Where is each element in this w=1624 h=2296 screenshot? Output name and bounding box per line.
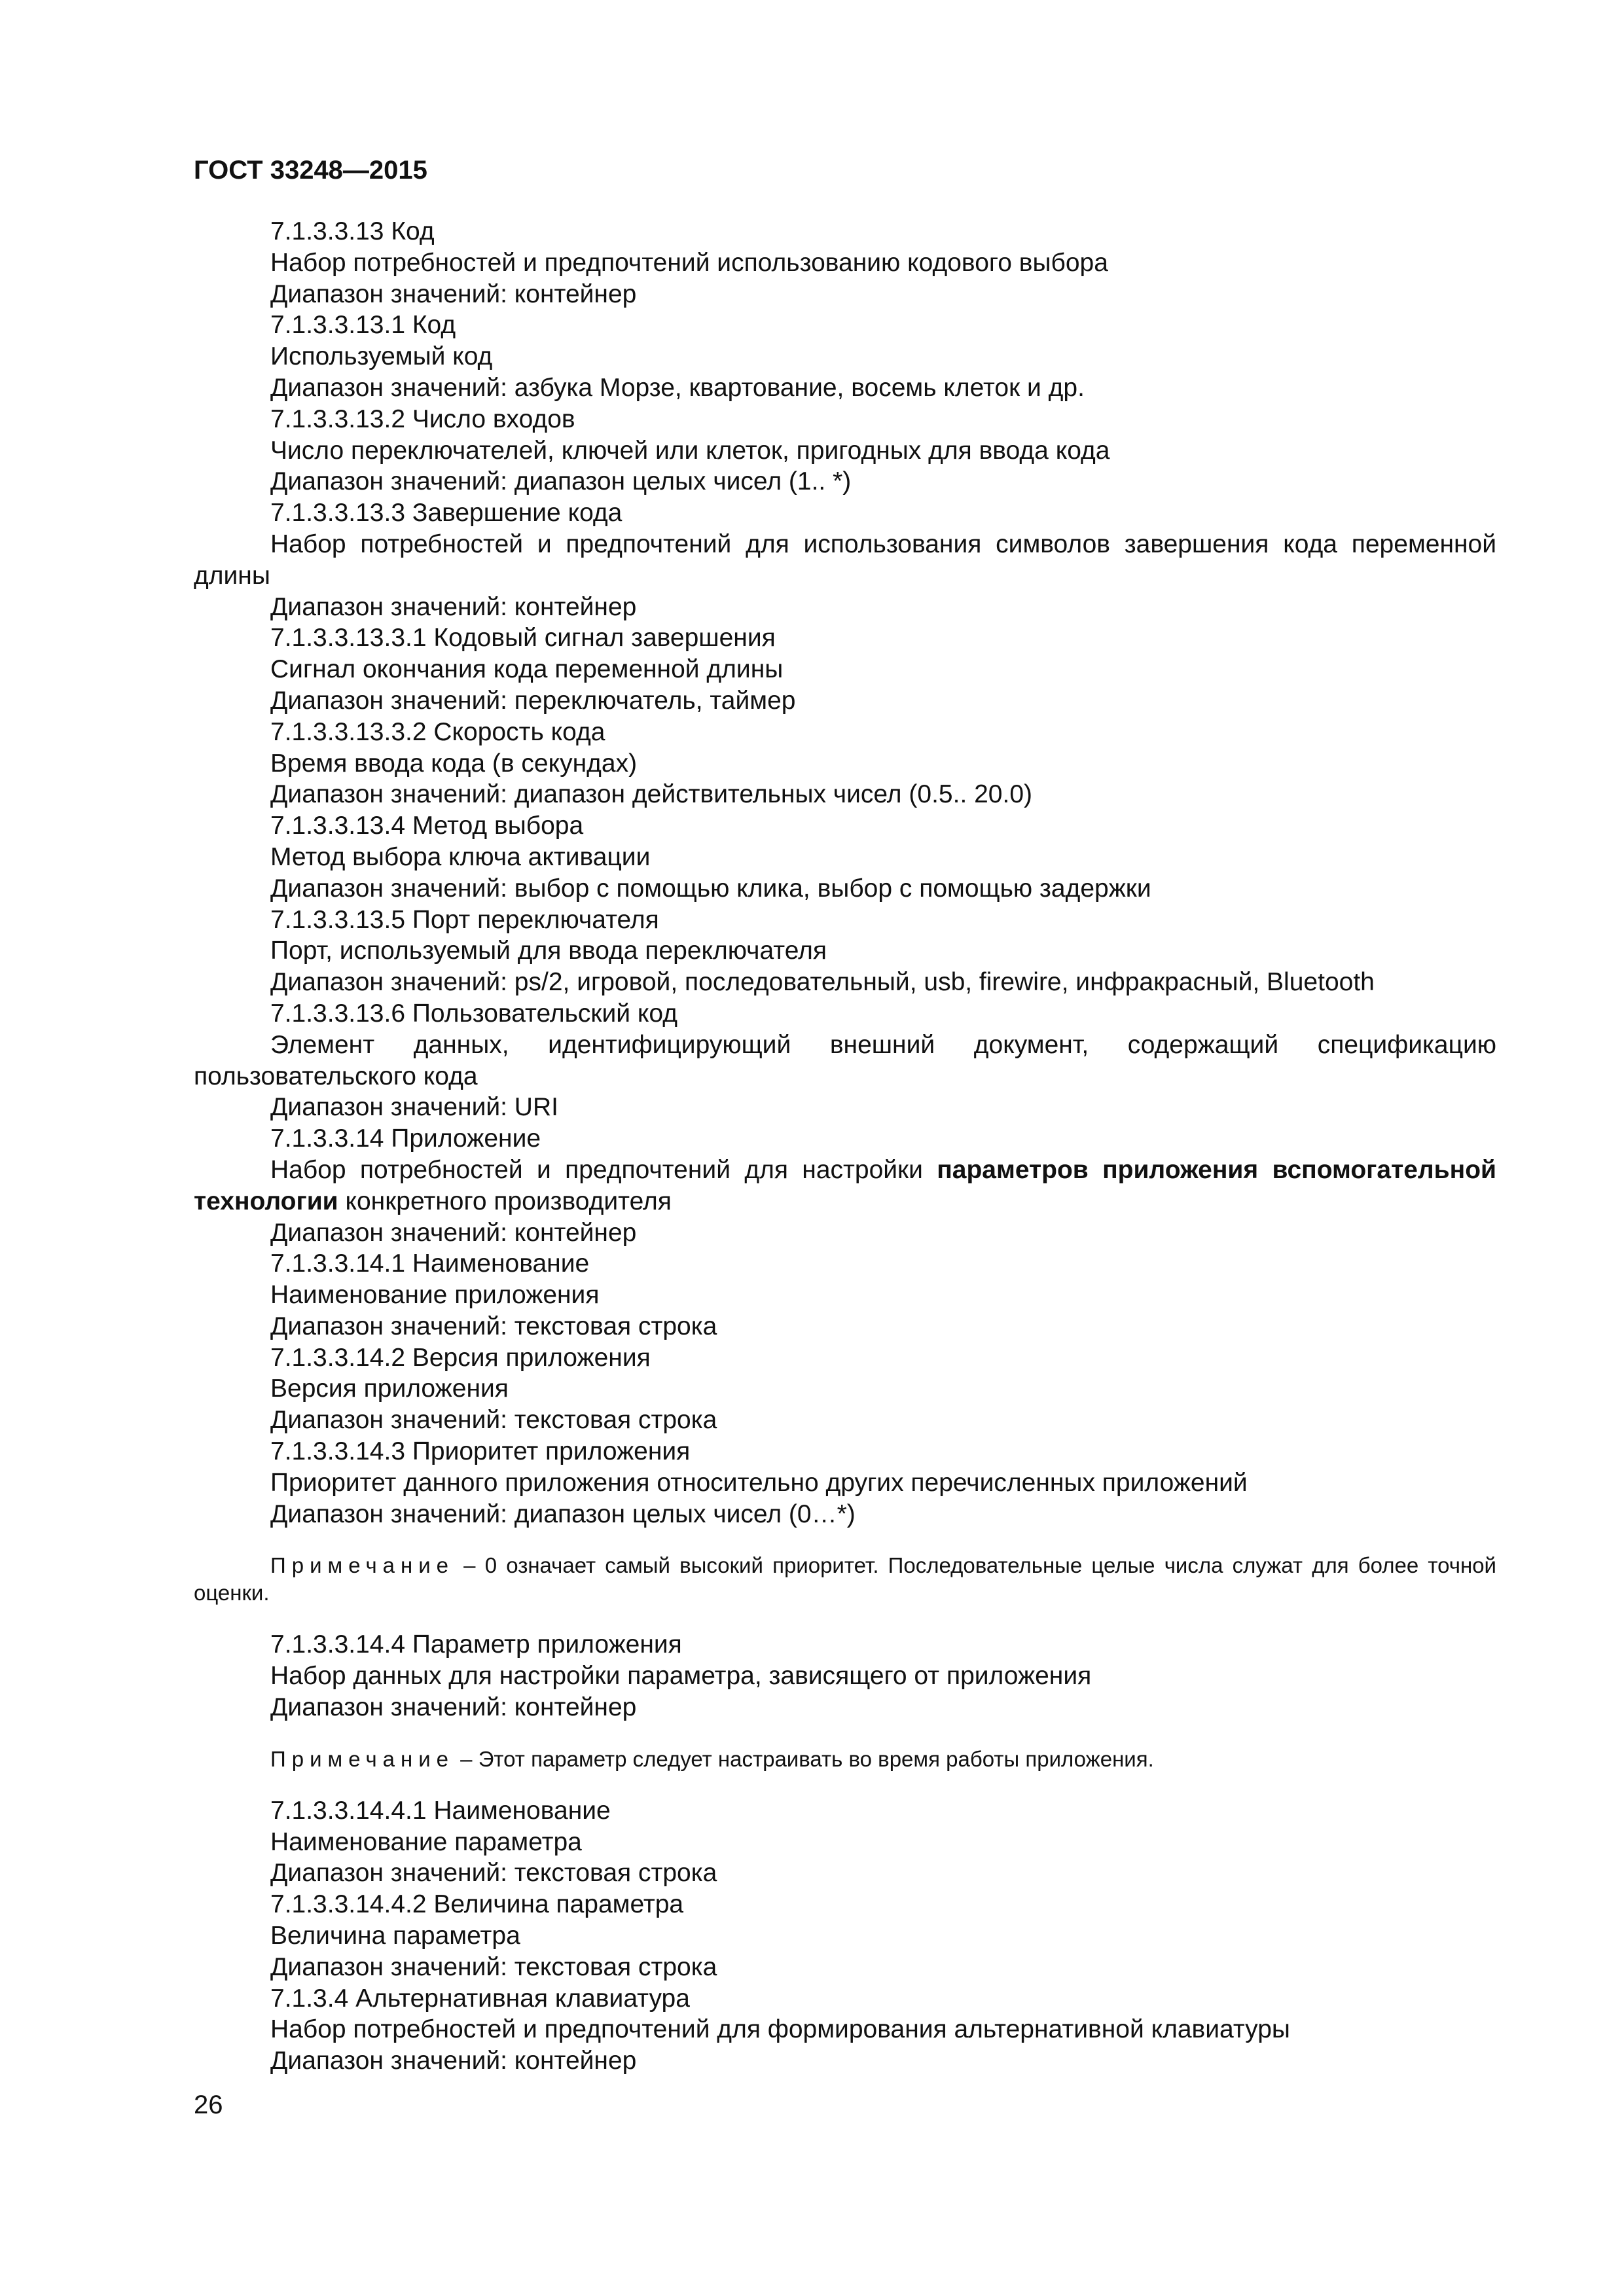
section-heading: 7.1.3.3.13.5 Порт переключателя	[270, 905, 659, 934]
text-line: Наименование приложения	[270, 1281, 600, 1310]
value-range-line: Диапазон значений: ps/2, игровой, последовательный, usb, firewire, инфракрасный, Bluetooth	[270, 968, 1375, 997]
value-range-line: Диапазон значений: диапазон целых чисел (0…*)	[270, 1499, 856, 1528]
text-line: Набор потребностей и предпочтений для формирования альтернативной клавиатуры	[270, 2015, 1290, 2044]
text-line: Время ввода кода (в секундах)	[270, 749, 638, 778]
section-heading: 7.1.3.3.14.4 Параметр приложения	[270, 1630, 682, 1659]
text-line: Сигнал окончания кода переменной длины	[270, 655, 784, 684]
text-line: Порт, используемый для ввода переключателя	[270, 937, 827, 965]
text-line: Величина параметра	[270, 1922, 520, 1950]
value-range-line: Диапазон значений: контейнер	[270, 279, 637, 308]
text-line: Наименование параметра	[270, 1827, 582, 1856]
section-heading: 7.1.3.3.14.3 Приоритет приложения	[270, 1437, 691, 1466]
note	[194, 1552, 1496, 1607]
note	[194, 1746, 1496, 1773]
note-text: – Этот параметр следует настраивать во время работы приложения.	[454, 1746, 1154, 1771]
value-range-line: Диапазон значений: контейнер	[270, 592, 637, 621]
value-range-line: Диапазон значений: контейнер	[270, 1218, 637, 1247]
text-line: Набор данных для настройки параметра, зависящего от приложения	[270, 1662, 1092, 1691]
text-line: Число переключателей, ключей или клеток, пригодных для ввода кода	[270, 436, 1110, 465]
text-line: Набор потребностей и предпочтений использованию кодового выбора	[270, 248, 1108, 277]
value-range-line: Диапазон значений: переключатель, таймер	[270, 686, 796, 715]
value-range-line: Диапазон значений: контейнер	[270, 2047, 637, 2075]
page-number: 26	[194, 2090, 223, 2119]
text-line: Приоритет данного приложения относительно других перечисленных приложений	[270, 1468, 1248, 1497]
text-paragraph: Элемент данных, идентифицирующий внешний документ, содержащий спецификацию пользовательского кода	[194, 1030, 1496, 1090]
section-heading: 7.1.3.3.13.3.1 Кодовый сигнал завершения	[270, 624, 776, 653]
text-line: Метод выбора ключа активации	[270, 842, 651, 871]
doc-body	[194, 216, 1496, 2077]
value-range-line: Диапазон значений: азбука Морзе, квартование, восемь клеток и др.	[270, 373, 1085, 402]
value-range-line: Диапазон значений: текстовая строка	[270, 1406, 717, 1435]
section-heading: 7.1.3.4 Альтернативная клавиатура	[270, 1984, 690, 2013]
section-heading: 7.1.3.3.14.1 Наименование	[270, 1249, 590, 1278]
section-heading: 7.1.3.3.14 Приложение	[270, 1124, 541, 1153]
value-range-line: Диапазон значений: диапазон целых чисел (1.. *)	[270, 467, 852, 496]
section-heading: 7.1.3.3.13.3.2 Скорость кода	[270, 717, 605, 746]
note-label: Примечание	[270, 1746, 455, 1771]
note-text: – 0 означает самый высокий приоритет. Последовательные целые числа служат для более точной оценки.	[194, 1553, 1496, 1605]
doc-header: ГОСТ 33248—2015	[194, 156, 427, 185]
value-range-line: Диапазон значений: текстовая строка	[270, 1312, 717, 1340]
paragraph-text: Набор потребностей и предпочтений для настройки	[270, 1155, 937, 1184]
paragraph-text: конкретного производителя	[338, 1187, 672, 1215]
section-heading: 7.1.3.3.13.3 Завершение кода	[270, 499, 623, 528]
bold-term: параметров приложения вспомогательной технологии	[194, 1155, 1496, 1215]
section-heading: 7.1.3.3.13.6 Пользовательский код	[270, 999, 677, 1028]
section-heading: 7.1.3.3.14.2 Версия приложения	[270, 1343, 651, 1372]
text-paragraph: Набор потребностей и предпочтений для использования символов завершения кода переменной длины	[194, 529, 1496, 590]
text-line: Версия приложения	[270, 1374, 509, 1403]
section-heading: 7.1.3.3.14.4.2 Величина параметра	[270, 1890, 684, 1919]
section-heading: 7.1.3.3.13.2 Число входов	[270, 404, 575, 433]
value-range-line: Диапазон значений: URI	[270, 1093, 558, 1122]
value-range-line: Диапазон значений: текстовая строка	[270, 1859, 717, 1888]
section-heading: 7.1.3.3.13.4 Метод выбора	[270, 812, 584, 840]
value-range-line: Диапазон значений: выбор с помощью клика, выбор с помощью задержки	[270, 874, 1151, 903]
value-range-line: Диапазон значений: текстовая строка	[270, 1952, 717, 1981]
value-range-line: Диапазон значений: диапазон действительных чисел (0.5.. 20.0)	[270, 780, 1033, 809]
value-range-line: Диапазон значений: контейнер	[270, 1693, 637, 1722]
section-heading: 7.1.3.3.13.1 Код	[270, 311, 456, 340]
section-heading: 7.1.3.3.14.4.1 Наименование	[270, 1796, 611, 1825]
note-label: Примечание	[270, 1553, 455, 1578]
section-heading: 7.1.3.3.13 Код	[270, 217, 435, 245]
application-paragraph	[194, 1155, 1496, 1217]
text-line: Используемый код	[270, 342, 493, 371]
